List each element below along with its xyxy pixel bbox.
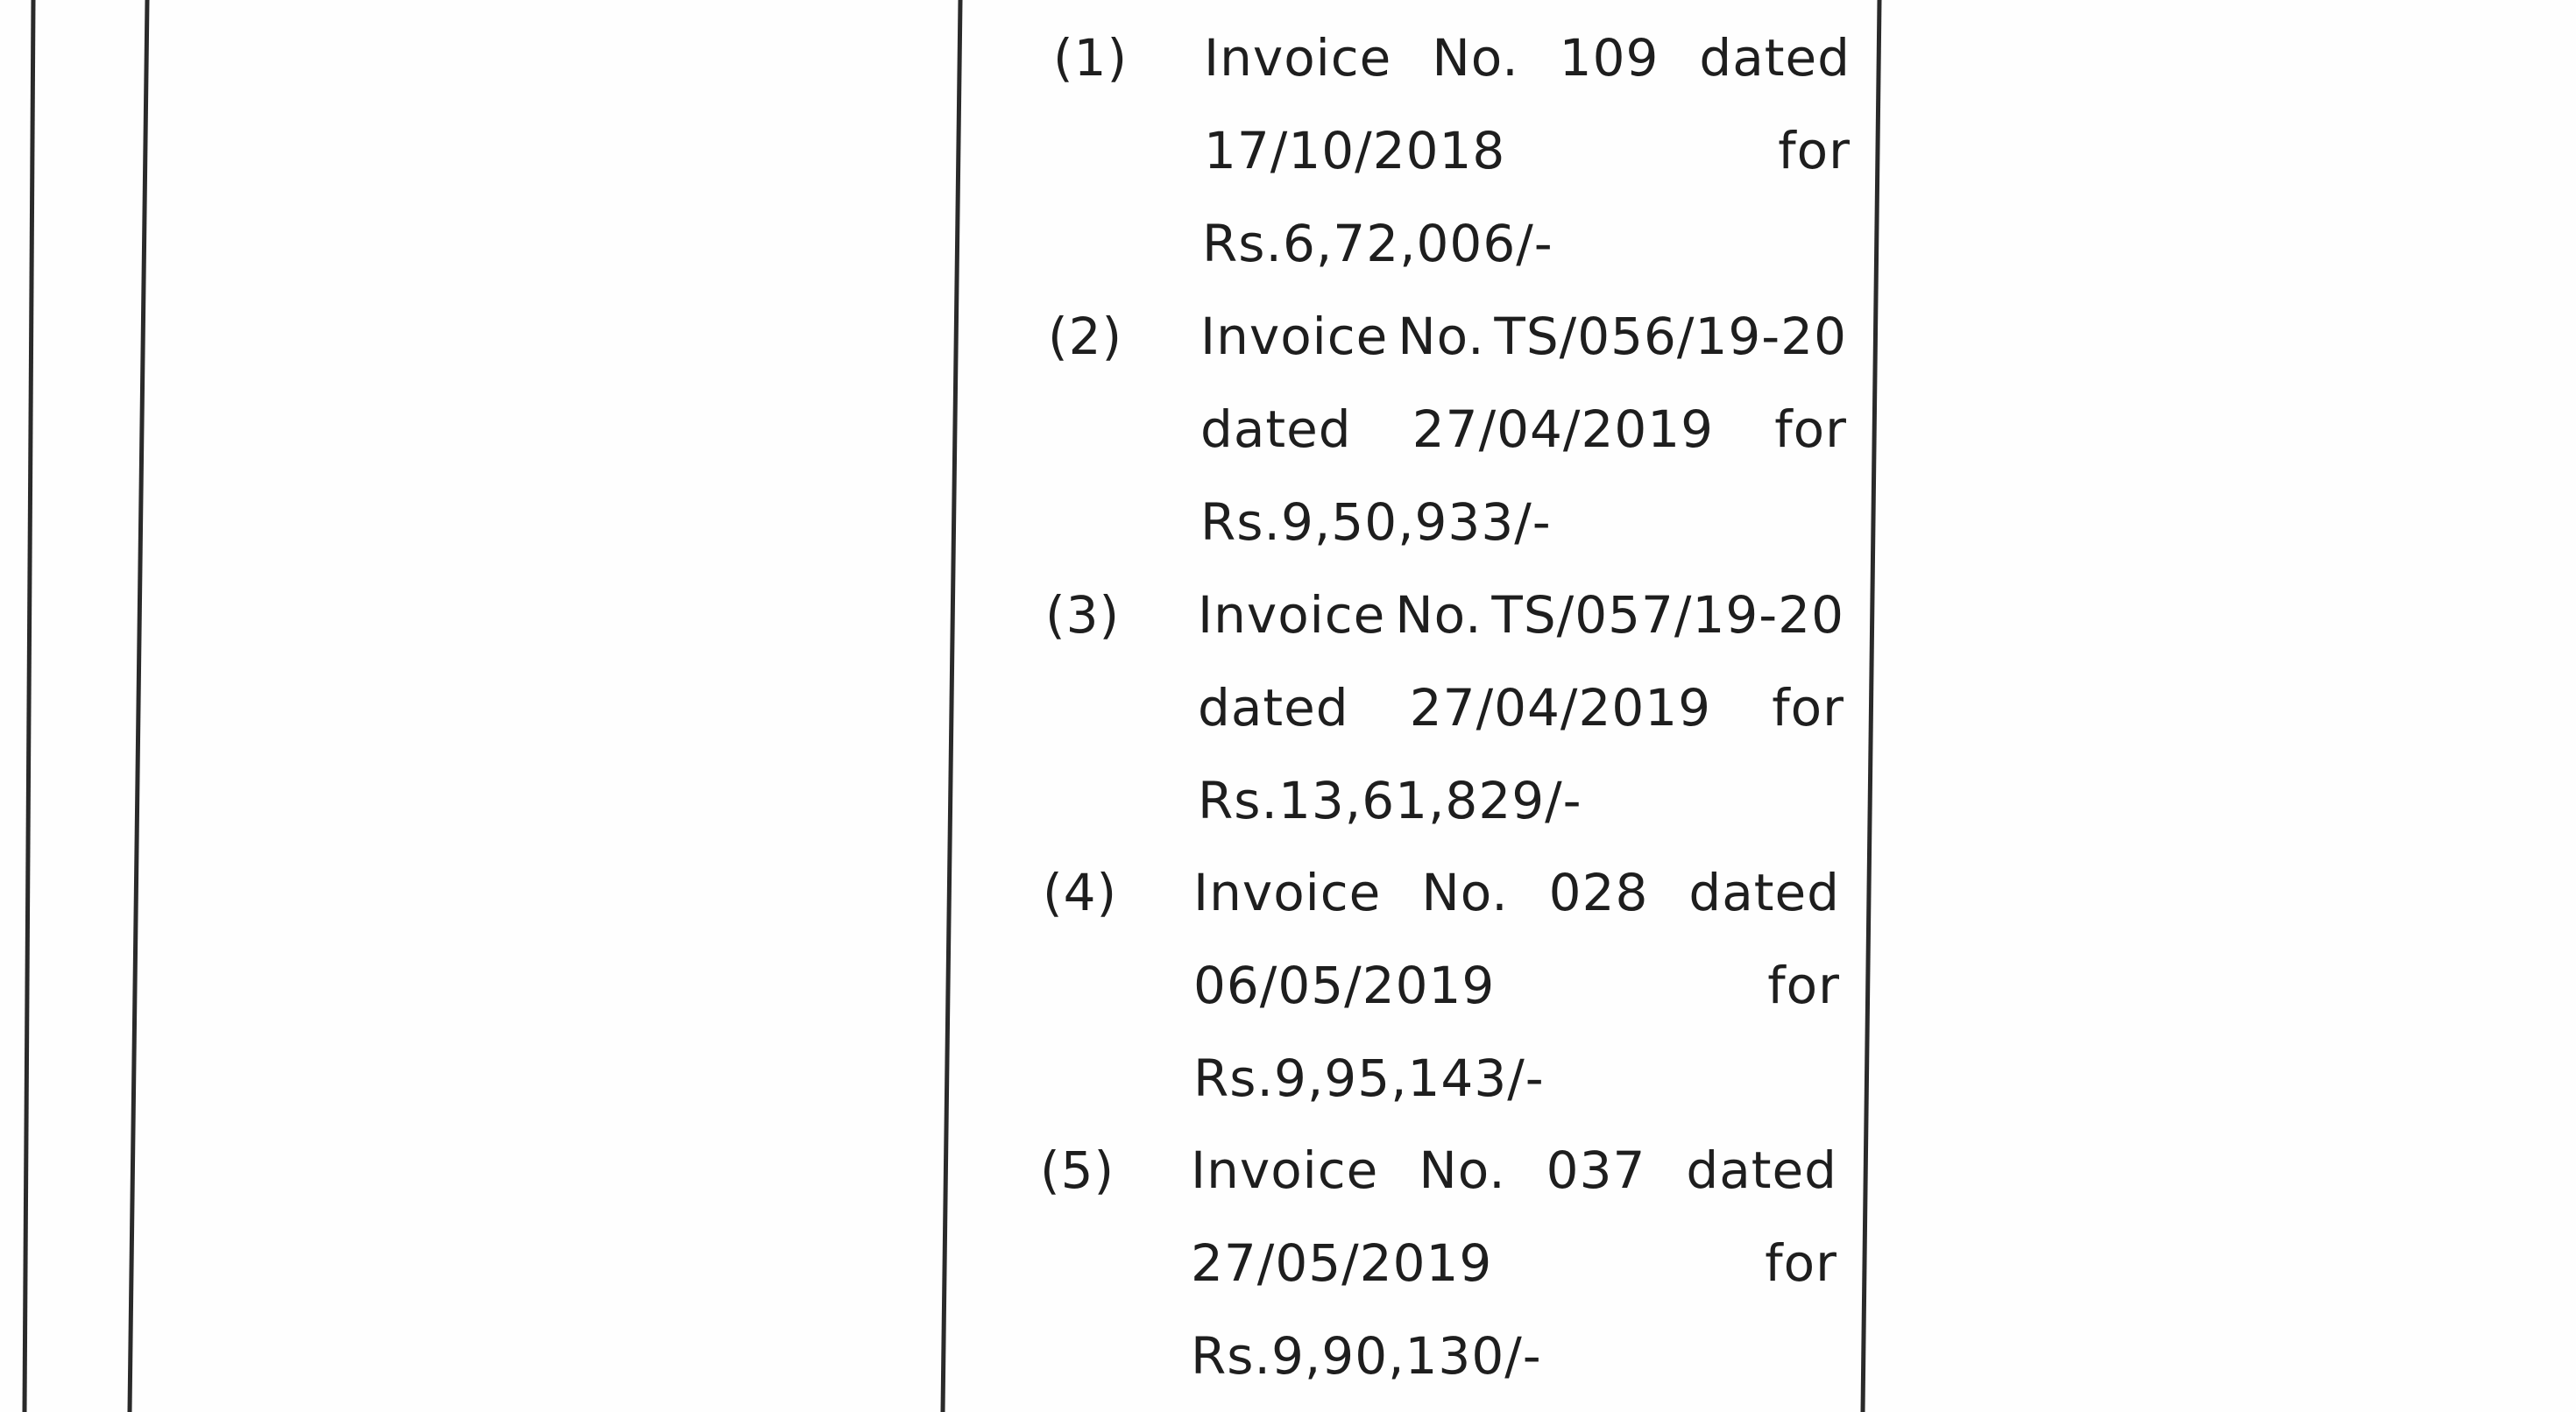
list-item [1043,846,1840,1126]
invoice-line-1: Invoice No. TS/057/19-20 [1198,585,1844,645]
invoice-amount: Rs.9,95,143/- [1193,1048,1545,1108]
invoice-line-1: Invoice No. 037 dated [1191,1140,1837,1200]
item-number: (5) [1040,1140,1115,1200]
invoice-line-2: 17/10/2018 for [1204,121,1851,180]
item-number: (2) [1048,307,1123,366]
list-item [1045,568,1844,849]
invoice-amount: Rs.9,90,130/- [1191,1326,1542,1386]
invoice-line-1: Invoice No. 028 dated [1193,863,1840,922]
item-number: (3) [1045,585,1121,645]
invoice-line-2: dated 27/04/2019 for [1198,678,1844,738]
invoice-line-2: 27/05/2019 for [1191,1233,1837,1293]
list-item [1040,1124,1837,1404]
invoice-line-2: 06/05/2019 for [1193,956,1840,1015]
list-item [1048,290,1847,570]
item-number: (4) [1043,863,1118,922]
invoice-line-1: Invoice No. TS/056/19-20 [1200,307,1847,366]
invoice-line-1: Invoice No. 109 dated [1204,28,1851,88]
invoice-amount: Rs.13,61,829/- [1198,771,1582,830]
item-number: (1) [1053,28,1129,88]
invoice-amount: Rs.6,72,006/- [1202,214,1553,273]
invoice-amount: Rs.9,50,933/- [1200,492,1552,552]
invoice-line-2: dated 27/04/2019 for [1200,399,1847,459]
list-item [1051,11,1851,292]
